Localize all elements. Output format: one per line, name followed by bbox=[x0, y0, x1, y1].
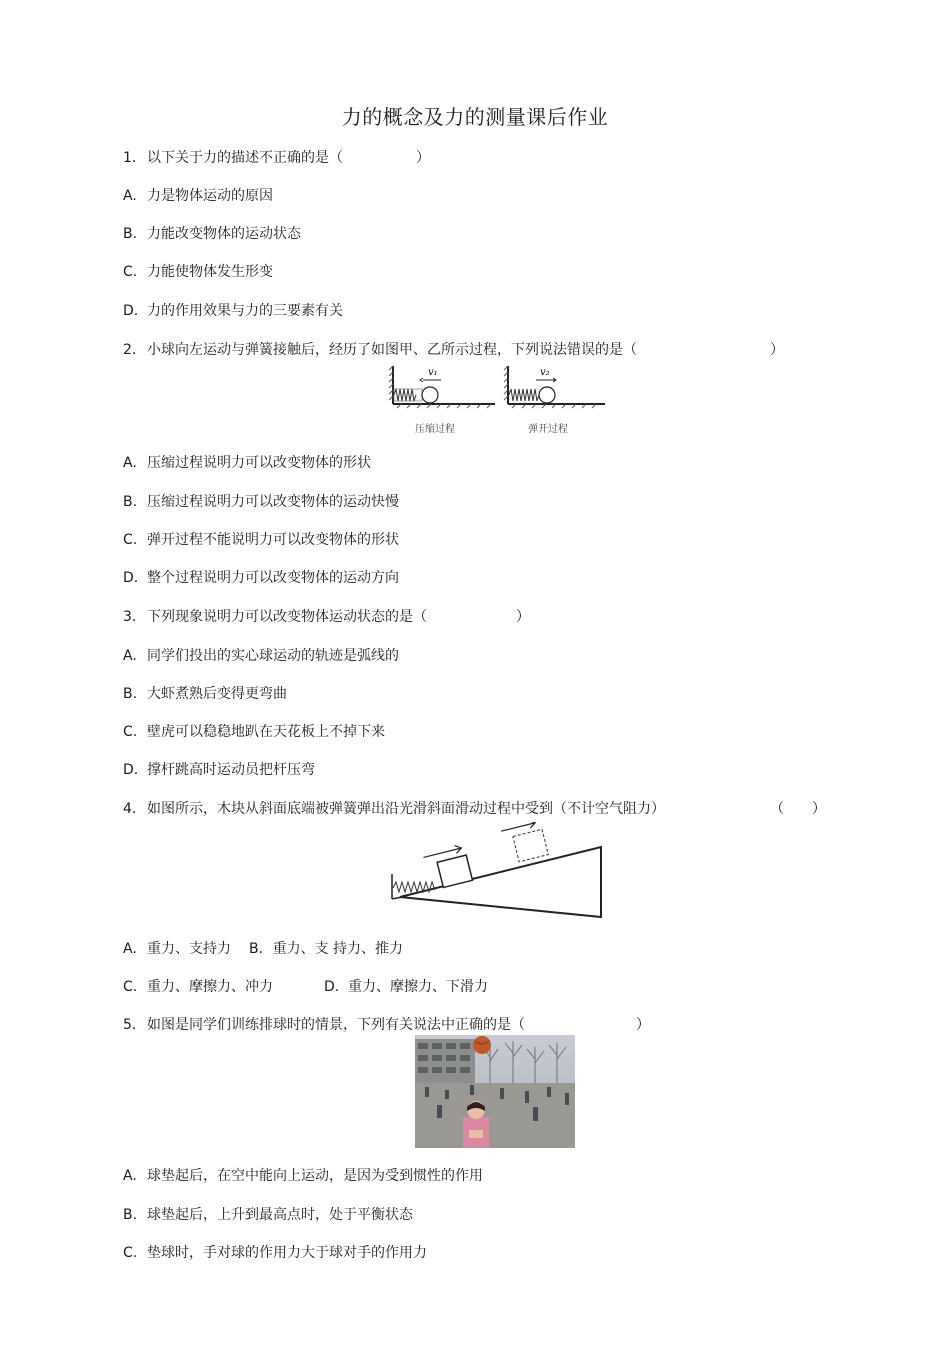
option-3a bbox=[123, 646, 399, 666]
question-number: 1． bbox=[123, 150, 146, 166]
option-letter: C. bbox=[123, 724, 138, 740]
question-text: 如图所示，木块从斜面底端被弹簧弹出沿光滑斜面滑动过程中受到（不计空气阻力） bbox=[147, 801, 665, 817]
option-3c bbox=[123, 722, 385, 742]
option-letter: C. bbox=[123, 979, 138, 995]
option-row-4ab bbox=[123, 939, 403, 959]
option-text: 力的作用效果与力的三要素有关 bbox=[147, 303, 343, 319]
question-1 bbox=[123, 148, 343, 168]
option-row-4cd bbox=[123, 977, 273, 997]
question-text: 下列现象说明力可以改变物体运动状态的是（ bbox=[147, 609, 427, 625]
option-letter: A. bbox=[123, 188, 137, 204]
option-letter: B. bbox=[123, 1207, 138, 1223]
option-letter: B. bbox=[123, 494, 138, 510]
option-letter: C. bbox=[123, 532, 138, 548]
option-1d bbox=[123, 301, 343, 321]
question-number: 3． bbox=[123, 609, 146, 625]
option-letter: D. bbox=[123, 570, 139, 586]
option-text: 同学们投出的实心球运动的轨迹是弧线的 bbox=[147, 648, 399, 664]
question-2 bbox=[123, 340, 637, 360]
option-text: 重力、摩擦力、下滑力 bbox=[348, 979, 488, 995]
option-1b bbox=[123, 224, 301, 244]
question-number: 2． bbox=[123, 342, 146, 358]
option-letter: B. bbox=[123, 226, 138, 242]
option-text: 大虾煮熟后变得更弯曲 bbox=[147, 686, 287, 702]
answer-paren: （ ） bbox=[770, 801, 826, 817]
option-text: 压缩过程说明力可以改变物体的形状 bbox=[147, 455, 371, 471]
incline-figure bbox=[388, 822, 606, 922]
option-text: 压缩过程说明力可以改变物体的运动快慢 bbox=[147, 494, 399, 510]
option-5b bbox=[123, 1205, 413, 1225]
option-text: 整个过程说明力可以改变物体的运动方向 bbox=[147, 570, 399, 586]
option-text: 弹开过程不能说明力可以改变物体的形状 bbox=[147, 532, 399, 548]
volleyball-photo bbox=[415, 1035, 575, 1148]
ball bbox=[422, 387, 438, 403]
wooden-block bbox=[437, 855, 472, 887]
answer-paren-close: ） bbox=[770, 342, 784, 358]
answer-paren-close: ） bbox=[636, 1017, 650, 1033]
option-letter: B． bbox=[249, 941, 273, 957]
option-text: 重力、摩擦力、冲力 bbox=[147, 979, 273, 995]
figure-caption: 压缩过程 bbox=[415, 424, 455, 435]
question-number: 5． bbox=[123, 1017, 146, 1033]
spring-ball-figure bbox=[385, 362, 610, 438]
option-text: 力是物体运动的原因 bbox=[147, 188, 273, 204]
velocity-label: v₂ bbox=[540, 367, 550, 378]
option-3b bbox=[123, 684, 287, 704]
question-4 bbox=[123, 799, 665, 819]
option-letter: B. bbox=[123, 686, 138, 702]
option-letter: C. bbox=[123, 264, 138, 280]
option-2c bbox=[123, 530, 399, 550]
option-letter: A. bbox=[123, 455, 137, 471]
velocity-label: v₁ bbox=[428, 367, 438, 378]
option-letter: D. bbox=[123, 762, 139, 778]
option-text: 撑杆跳高时运动员把杆压弯 bbox=[147, 762, 315, 778]
option-2b bbox=[123, 492, 399, 512]
option-3d bbox=[123, 760, 315, 780]
ball bbox=[539, 387, 555, 403]
question-number: 4． bbox=[123, 801, 146, 817]
option-text: 球垫起后，上升到最高点时，处于平衡状态 bbox=[147, 1207, 413, 1223]
page-title: 力的概念及力的测量课后作业 bbox=[341, 105, 609, 129]
option-4d bbox=[324, 977, 488, 997]
option-letter: A. bbox=[123, 648, 137, 664]
question-5 bbox=[123, 1015, 525, 1035]
option-letter: D. bbox=[324, 979, 340, 995]
compression-panel bbox=[389, 366, 495, 435]
volleyball bbox=[473, 1036, 491, 1054]
option-letter: A. bbox=[123, 1168, 137, 1184]
option-letter: C. bbox=[123, 1245, 138, 1261]
option-text: 力能改变物体的运动状态 bbox=[147, 226, 301, 242]
option-2a bbox=[123, 453, 371, 473]
option-2d bbox=[123, 568, 399, 588]
question-text: 如图是同学们训练排球时的情景，下列有关说法中正确的是（ bbox=[147, 1017, 525, 1033]
question-3 bbox=[123, 607, 427, 627]
option-text: 垫球时，手对球的作用力大于球对手的作用力 bbox=[147, 1245, 427, 1261]
option-letter: A. bbox=[123, 941, 137, 957]
option-5a bbox=[123, 1166, 483, 1186]
release-panel bbox=[504, 366, 605, 435]
option-text: 重力、支 持力、推力 bbox=[272, 941, 404, 957]
question-text: 小球向左运动与弹簧接触后，经历了如图甲、乙所示过程，下列说法错误的是（ bbox=[147, 342, 637, 358]
option-text: 壁虎可以稳稳地趴在天花板上不掉下来 bbox=[147, 724, 385, 740]
option-1a bbox=[123, 186, 273, 206]
option-1c bbox=[123, 262, 273, 282]
option-5c bbox=[123, 1243, 427, 1263]
question-text: 以下关于力的描述不正确的是（ bbox=[147, 150, 343, 166]
option-text: 球垫起后，在空中能向上运动，是因为受到惯性的作用 bbox=[147, 1168, 483, 1184]
option-letter: D. bbox=[123, 303, 139, 319]
option-text: 重力、支持力 bbox=[147, 941, 231, 957]
option-text: 力能使物体发生形变 bbox=[147, 264, 273, 280]
answer-paren-close: ） bbox=[516, 609, 530, 625]
figure-caption: 弹开过程 bbox=[528, 424, 568, 435]
answer-paren-close: ） bbox=[416, 150, 430, 166]
